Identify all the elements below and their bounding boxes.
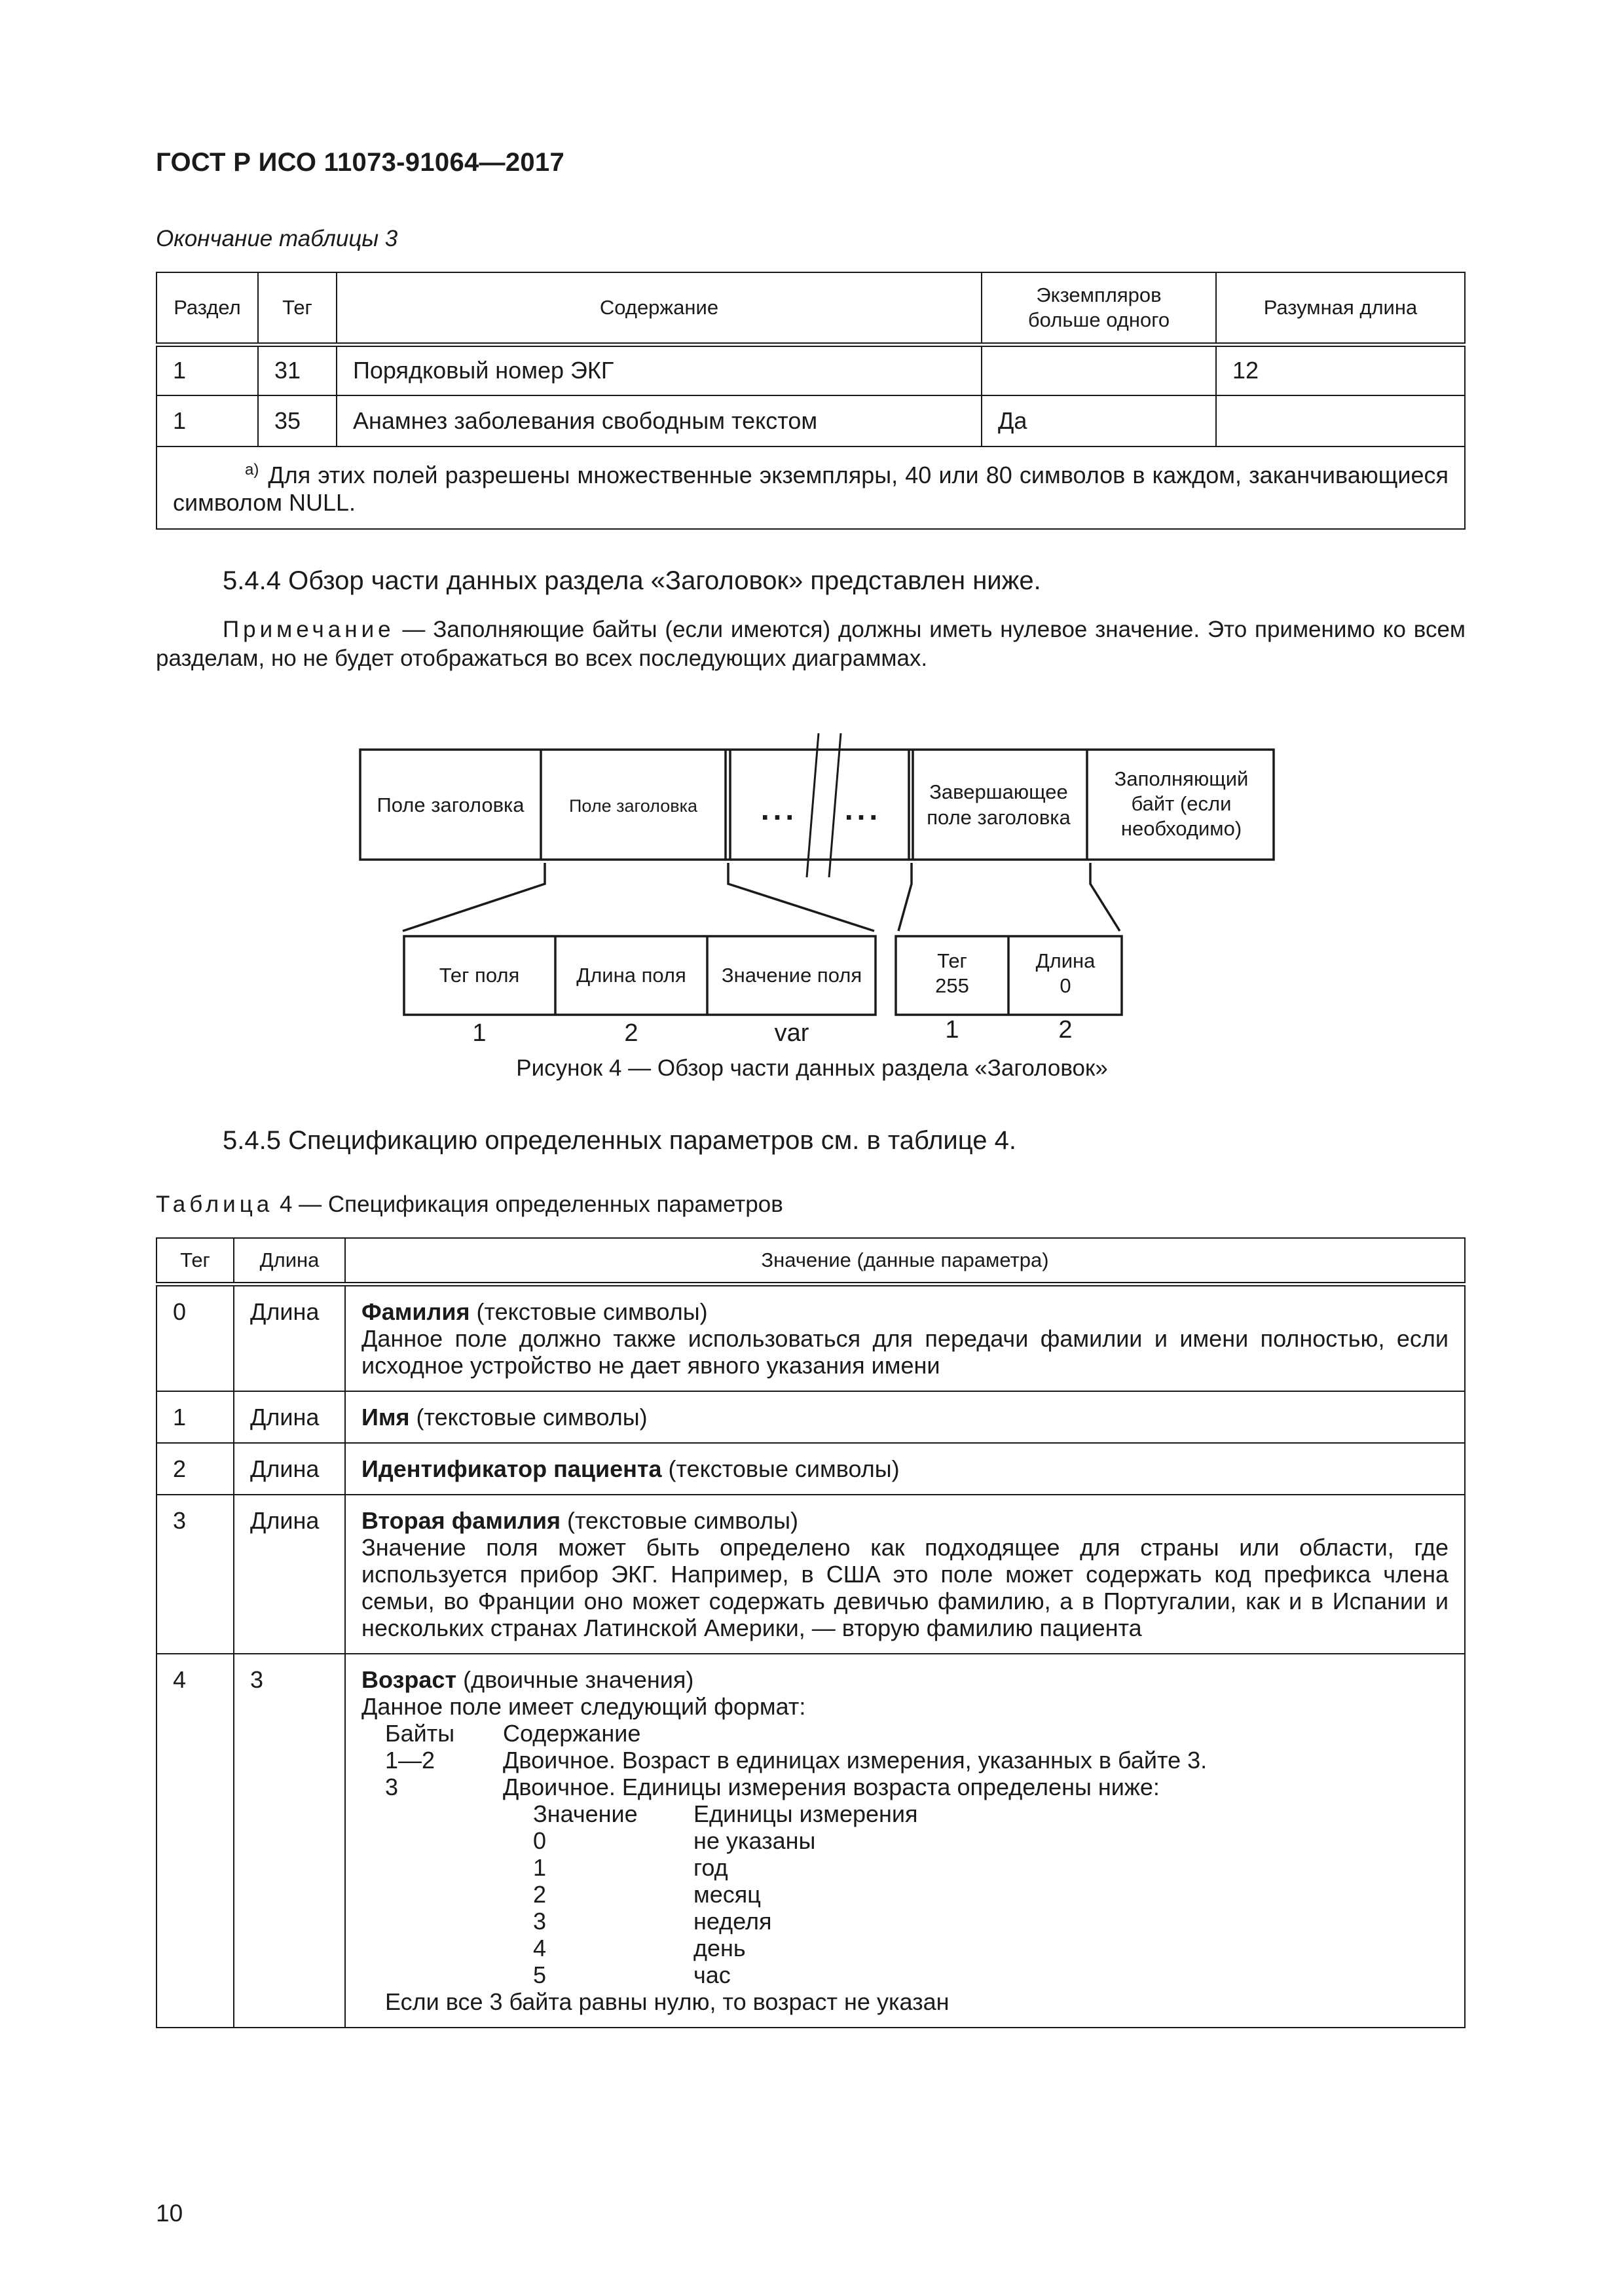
field-length-label: Длина поля xyxy=(576,964,686,987)
cell-tag: 0 xyxy=(157,1285,234,1392)
col-header-section: Раздел xyxy=(157,272,258,344)
age-footer: Если все 3 байта равны нулю, то возраст не указан xyxy=(385,1988,950,2015)
col-header-tag: Тег xyxy=(157,1238,234,1285)
field-label: поле заголовка xyxy=(927,806,1071,829)
size-label: 1 xyxy=(472,1019,487,1047)
ellipsis-left: ... xyxy=(760,792,798,826)
param-type: (текстовые символы) xyxy=(470,1298,708,1325)
unit-value: 3 xyxy=(533,1908,547,1935)
param-type: (двоичные значения) xyxy=(456,1666,694,1693)
bytes-list xyxy=(385,1720,1449,1800)
cell-length: Длина xyxy=(234,1443,345,1495)
unit-name: месяц xyxy=(693,1881,761,1908)
bytes-content: Двоичное. Возраст в единицах измерения, указанных в байте 3. xyxy=(503,1747,1208,1774)
unit-value: 1 xyxy=(533,1854,547,1881)
unit-name: не указаны xyxy=(693,1827,816,1854)
col-header-length: Длина xyxy=(234,1238,345,1285)
param-description: Данное поле должно также использоваться для передачи фамилии и имени полностью, если исходное устройство не дает явного указания имени xyxy=(361,1325,1449,1379)
col-header-content: Содержание xyxy=(337,272,982,344)
table3-caption: Окончание таблицы 3 xyxy=(156,226,398,251)
unit-name: день xyxy=(693,1935,746,1961)
param-type: (текстовые символы) xyxy=(409,1404,648,1430)
figure-caption: Рисунок 4 — Обзор части данных раздела «Заголовок» xyxy=(516,1055,1108,1081)
end-tag-label: Тег xyxy=(937,949,967,972)
table-row xyxy=(157,1495,1465,1654)
end-length-label: Длина xyxy=(1035,949,1096,972)
unit-value: 2 xyxy=(533,1881,547,1908)
field-tag-label: Тег поля xyxy=(439,964,520,987)
unit-value: 5 xyxy=(533,1961,547,1988)
cell: 1 xyxy=(157,395,258,446)
unit-name: час xyxy=(693,1961,731,1988)
cell: Порядковый номер ЭКГ xyxy=(337,344,982,395)
unit-value: 4 xyxy=(533,1935,547,1961)
cell-value xyxy=(345,1285,1465,1392)
table-row xyxy=(157,1443,1465,1495)
end-length-value: 0 xyxy=(1060,974,1071,997)
note-label: Примечание xyxy=(223,617,395,642)
table4 xyxy=(156,1237,1466,2028)
field-label: Завершающее xyxy=(929,780,1068,803)
size-label: 1 xyxy=(945,1016,959,1044)
param-type: (текстовые символы) xyxy=(560,1507,799,1534)
footnote-text: Для этих полей разрешены множественные экземпляры, 40 или 80 символов в каждом, заканчивающиеся символом NULL. xyxy=(173,462,1449,516)
cell-tag: 1 xyxy=(157,1391,234,1443)
param-description: Данное поле имеет следующий формат: xyxy=(361,1693,806,1720)
field-label: необходимо) xyxy=(1120,817,1242,840)
page-number: 10 xyxy=(156,2200,183,2227)
bytes-heading: Байты xyxy=(385,1720,455,1747)
param-name: Идентификатор пациента xyxy=(361,1455,662,1482)
param-type: (текстовые символы) xyxy=(661,1455,900,1482)
col-header-value: Значение (данные параметра) xyxy=(345,1238,1465,1285)
bytes-index: 3 xyxy=(385,1774,399,1800)
cell: 31 xyxy=(258,344,337,395)
note-text: — Заполняющие байты (если имеются) должны иметь нулевое значение. Это применимо ко всем разделам, но не будет отображаться во всех последующих диаграммах. xyxy=(156,617,1466,671)
cell: 12 xyxy=(1216,344,1465,395)
col-header-multiple: Экземпляров больше одного xyxy=(982,272,1216,344)
paragraph-5-4-4: 5.4.4 Обзор части данных раздела «Заголовок» представлен ниже. xyxy=(223,566,1041,595)
table-row xyxy=(157,1391,1465,1443)
table-row xyxy=(157,1654,1465,2028)
document-header: ГОСТ Р ИСО 11073-91064—2017 xyxy=(156,148,565,177)
size-label: 2 xyxy=(1058,1016,1073,1044)
units-list xyxy=(533,1800,1449,1988)
table4-header-row xyxy=(157,1238,1465,1285)
size-label: 2 xyxy=(624,1019,638,1047)
field-label: Заполняющий xyxy=(1114,767,1249,790)
cell-value xyxy=(345,1391,1465,1443)
cell-value xyxy=(345,1654,1465,2028)
size-label: var xyxy=(774,1019,809,1047)
table4-title-text: 4 — Спецификация определенных параметров xyxy=(273,1192,783,1217)
table4-title xyxy=(156,1192,783,1218)
param-name: Фамилия xyxy=(361,1298,470,1325)
col-header-length: Разумная длина xyxy=(1216,272,1465,344)
units-name-heading: Единицы измерения xyxy=(693,1800,918,1827)
field-value-label: Значение поля xyxy=(721,964,862,987)
unit-name: год xyxy=(693,1854,728,1881)
cell-tag: 3 xyxy=(157,1495,234,1654)
cell: 35 xyxy=(258,395,337,446)
cell: 1 xyxy=(157,344,258,395)
param-name: Имя xyxy=(361,1404,410,1430)
cell-value xyxy=(345,1495,1465,1654)
param-name: Возраст xyxy=(361,1666,457,1693)
cell: Анамнез заболевания свободным текстом xyxy=(337,395,982,446)
cell-length: 3 xyxy=(234,1654,345,2028)
paragraph-5-4-5: 5.4.5 Спецификацию определенных параметров см. в таблице 4. xyxy=(223,1126,1016,1155)
bytes-index: 1—2 xyxy=(385,1747,435,1774)
end-tag-value: 255 xyxy=(935,974,969,997)
cell-length: Длина xyxy=(234,1495,345,1654)
table4-title-label: Таблица xyxy=(156,1192,274,1217)
cell: Да xyxy=(982,395,1216,446)
bytes-content-heading: Содержание xyxy=(503,1720,641,1747)
figure-4-diagram xyxy=(0,0,1624,1113)
field-label: Поле заголовка xyxy=(568,796,698,816)
param-description: Значение поля может быть определено как подходящее для страны или области, где используется прибор ЭКГ. Например, в США это поле может содержать код префикса члена семьи, во Франции оно может содержать девичью фамилию, а в Португалии, как и в Испании и нескольких странах Латинской Америки, — вторую фамилию пациента xyxy=(361,1534,1449,1641)
field-label: Поле заголовка xyxy=(377,793,525,816)
units-heading: Значение xyxy=(533,1800,638,1827)
unit-value: 0 xyxy=(533,1827,547,1854)
field-label: байт (если xyxy=(1131,792,1232,815)
cell-length: Длина xyxy=(234,1391,345,1443)
param-name: Вторая фамилия xyxy=(361,1507,561,1534)
cell-length: Длина xyxy=(234,1285,345,1392)
ellipsis-right: ... xyxy=(844,792,882,826)
cell-value xyxy=(345,1443,1465,1495)
cell-tag: 2 xyxy=(157,1443,234,1495)
cell-tag: 4 xyxy=(157,1654,234,2028)
col-header-tag: Тег xyxy=(258,272,337,344)
unit-name: неделя xyxy=(693,1908,772,1935)
table-row xyxy=(157,1285,1465,1392)
footnote-mark: а) xyxy=(245,461,259,479)
bytes-content: Двоичное. Единицы измерения возраста определены ниже: xyxy=(503,1774,1160,1800)
